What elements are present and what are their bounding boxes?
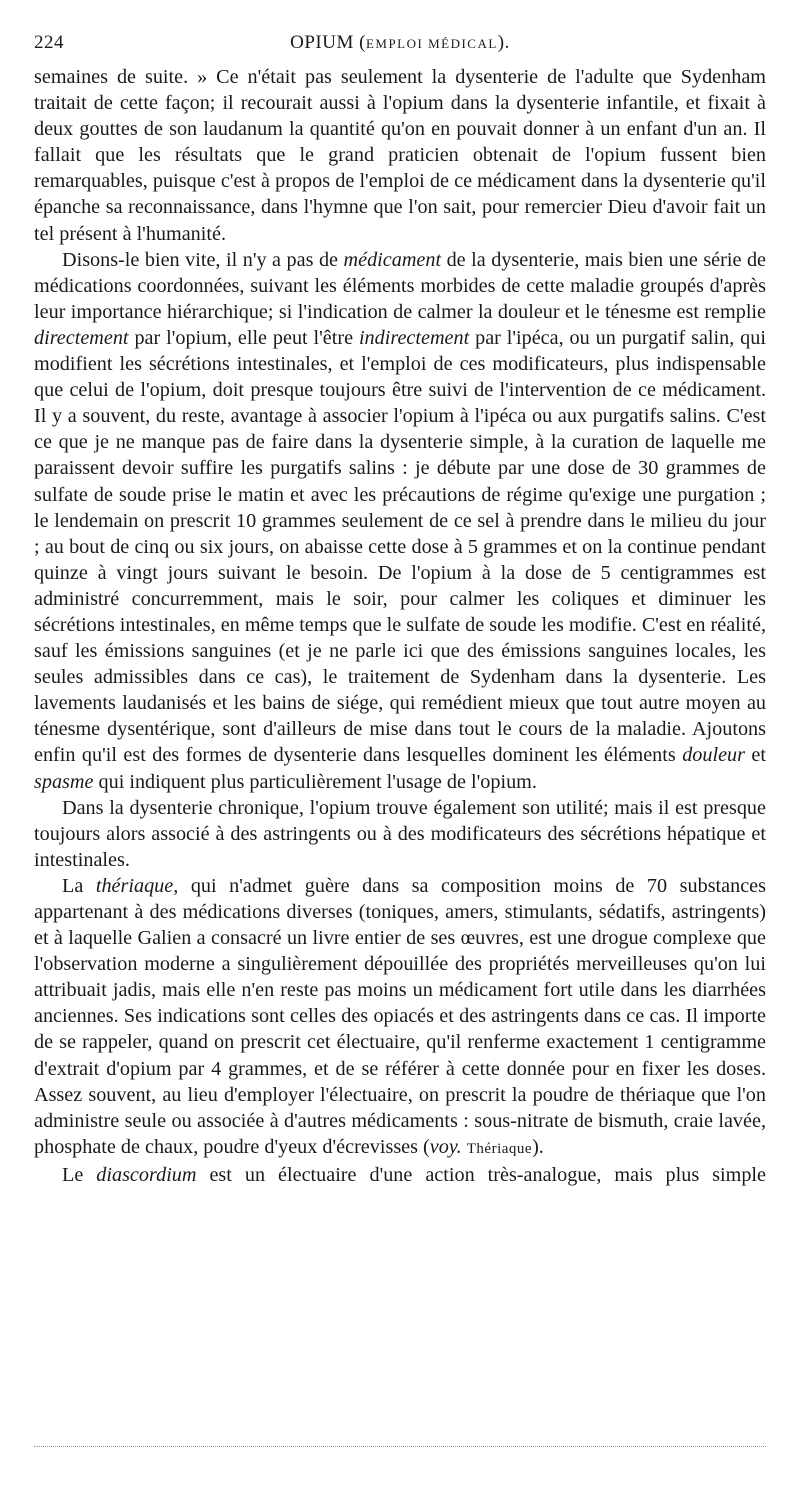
book-page — [34, 26, 766, 1188]
running-title-end: ). — [497, 32, 510, 53]
paragraph-2-text-i: et — [745, 744, 767, 767]
paragraph-4-emphasis-theriaque: thériaque, — [95, 874, 179, 897]
paragraph-2-emphasis-indirectement: indirectement — [358, 326, 470, 349]
running-title — [34, 32, 766, 54]
paragraph-1: semaines de suite. » Ce n'était pas seulement la dysenterie de l'adulte que Sydenham traitait de cette façon; il recourait aussi à l'opium dans la dysenterie infantile, et fixait à deux gouttes de son laudanum la quantité qu'on en pouvait donner à un enfant d'un an. Il fallait que les résultats que le grand praticien obtenait de l'opium fussent bien remarquables, puisque c'est à propos de l'emploi de ce médicament dans la dysenterie qu'il épanche sa reconnaissance, dans l'hymne que l'on sait, pour remercier Dieu d'avoir fait un tel présent à l'humanité. — [34, 66, 766, 245]
paragraph-4-emphasis-voy: voy. — [429, 1135, 462, 1158]
page-header — [34, 26, 766, 58]
paragraph-2-text-a: Disons-le bien vite, il n'y a pas de — [62, 248, 344, 271]
paragraph-4-text-a: La — [62, 874, 96, 897]
running-title-subtitle: EMPLOI MÉDICAL — [365, 36, 498, 51]
page-number: 224 — [34, 32, 64, 53]
paragraph-2-text-k: qui indiquent plus particulièrement l'usage de l'opium. — [93, 770, 537, 793]
paragraph-2-text-g: par l'ipéca, ou un purgatif salin, qui modifient les sécrétions intestinales, et l'emploi de ces modificateurs, plus indispensable que celui de l'opium, doit presque toujours être suivi de l'intervention de ce médicament. Il y a souvent, du reste, avantage à associer l'opium à l'ipéca ou aux purgatifs salins. C'est ce que je ne manque pas de faire dans la dysenterie simple, à la curation de laquelle me paraissent devoir suffire les purgatifs salins : je débute par une dose de 30 grammes de sulfate de soude prise le matin et avec les précautions de régime qu'exige une purgation ; le lendemain on prescrit 10 grammes seulement de ce sel à prendre dans le milieu du jour ; au bout de cinq ou six jours, on abaisse cette dose à 5 grammes et on la continue pendant quinze à vingt jours suivant le besoin. De l'opium à la dose de 5 centigrammes est administré concurremment, mais le soir, pour calmer les coliques et diminuer les sécrétions intestinales, en même temps que le sulfate de soude les modifie. C'est en réalité, sauf les émissions sanguines (et je ne parle ici que des émissions sanguines locales, les seules admissibles dans ce cas), le traitement de Sydenham dans la dysenterie. Les lavements laudanisés et les bains de siége, qui remédient mieux que tout autre moyen au ténesme dysentérique, sont d'ailleurs de mise dans tout le cours de la maladie. Ajoutons enfin qu'il est des formes de dysenterie dans lesquelles dominent les éléments — [34, 326, 766, 767]
paragraph-2 — [34, 247, 766, 795]
running-title-main: OPIUM ( — [290, 32, 366, 53]
paragraph-4-crossref-theriaque: Thériaque — [466, 1140, 533, 1157]
paragraph-5-text-c: est un électuaire d'une action très-analogue, mais plus simple — [196, 1163, 766, 1186]
paragraph-2-emphasis-douleur: douleur — [682, 744, 745, 767]
paragraph-4-text-c: qui n'admet guère dans sa composition moins de 70 substances appartenant à des médications diverses (toniques, amers, stimulants, sédatifs, astringents) et à laquelle Galien a consacré un livre entier de ses œuvres, est une drogue complexe que l'observation moderne a singulièrement dépouillée des propriétés merveilleuses qu'on lui attribuait jadis, mais elle n'en reste pas moins un médicament fort utile dans les diarrhées anciennes. Ses indications sont celles des opiacés et des astringents dans ce cas. Il importe de se rappeler, quand on prescrit cet électuaire, qu'il renferme exactement 1 centigramme d'extrait d'opium par 4 grammes, et de se référer à cette donnée pour en fixer les doses. Assez souvent, au lieu d'employer l'électuaire, on prescrit la poudre de thériaque que l'on administre seule ou associée à d'autres médicaments : sous-nitrate de bismuth, craie lavée, phosphate de chaux, poudre d'yeux d'écrevisses ( — [34, 874, 766, 1158]
paragraph-3: Dans la dysenterie chronique, l'opium trouve également son utilité; mais il est presque toujours alors associé à des astringents ou à des modificateurs des sécrétions hépatique et intestinales. — [34, 796, 766, 871]
paragraph-5 — [34, 1162, 766, 1188]
paragraph-5-text-a: Le — [62, 1163, 97, 1186]
paragraph-4-text-g: ). — [532, 1135, 544, 1158]
body-text — [34, 64, 766, 1188]
paragraph-2-text-e: par l'opium, elle peut l'être — [128, 326, 359, 349]
paragraph-2-emphasis-medicament: médicament — [343, 248, 442, 271]
footer-rule — [34, 1446, 766, 1447]
paragraph-5-emphasis-diascordium: diascordium — [96, 1163, 197, 1186]
paragraph-2-emphasis-spasme: spasme — [34, 770, 94, 793]
paragraph-2-text-c: de la dysenterie, mais bien une série de médications coordonnées, suivant les éléments morbides de cette maladie groupés d'après leur importance hiérarchique; si l'indication de calmer la douleur et le ténesme est remplie — [34, 248, 767, 323]
paragraph-2-emphasis-directement: directement — [34, 326, 129, 349]
paragraph-4 — [34, 873, 766, 1162]
